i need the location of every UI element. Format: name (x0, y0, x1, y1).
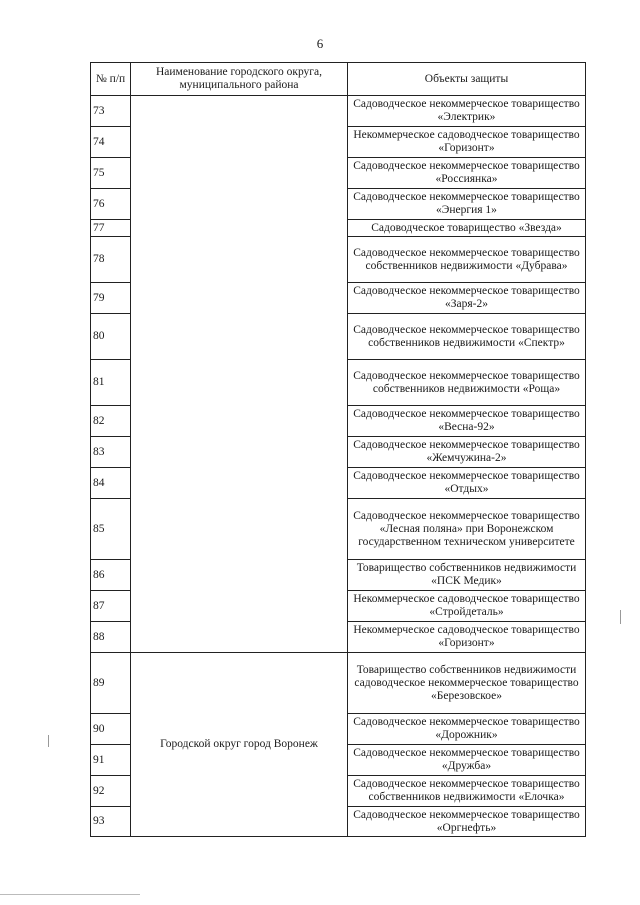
protection-object: Садоводческое некоммерческое товарищество «Оргнефть» (348, 807, 586, 837)
row-number: 79 (91, 283, 131, 314)
protection-object: Садоводческое некоммерческое товарищество «Отдых» (348, 468, 586, 499)
table-row (91, 96, 586, 127)
protection-object: Некоммерческое садоводческое товарищество «Стройдеталь» (348, 591, 586, 622)
row-number: 82 (91, 406, 131, 437)
row-number: 76 (91, 189, 131, 220)
header-district: Наименование городского округа, муниципального района (131, 63, 348, 96)
protection-object: Садоводческое некоммерческое товарищество собственников недвижимости «Роща» (348, 360, 586, 406)
protection-object: Садоводческое некоммерческое товарищество «Электрик» (348, 96, 586, 127)
protection-object: Садоводческое некоммерческое товарищество «Дорожник» (348, 714, 586, 745)
row-number: 75 (91, 158, 131, 189)
table-row (91, 653, 586, 714)
row-number: 86 (91, 560, 131, 591)
protection-object: Товарищество собственников недвижимости садоводческое некоммерческое товарищество «Березовское» (348, 653, 586, 714)
row-number: 80 (91, 314, 131, 360)
district-cell-continued (131, 96, 348, 653)
row-number: 87 (91, 591, 131, 622)
row-number: 90 (91, 714, 131, 745)
district-name: Городской округ город Воронеж (131, 653, 348, 837)
row-number: 91 (91, 745, 131, 776)
protection-object: Садоводческое некоммерческое товарищество «Весна-92» (348, 406, 586, 437)
row-number: 81 (91, 360, 131, 406)
header-objects: Объекты защиты (348, 63, 586, 96)
scan-mark (620, 610, 621, 624)
protection-object: Садоводческое некоммерческое товарищество «Заря-2» (348, 283, 586, 314)
header-num: № п/п (91, 63, 131, 96)
protection-object: Некоммерческое садоводческое товарищество «Горизонт» (348, 622, 586, 653)
row-number: 78 (91, 237, 131, 283)
scan-mark (48, 735, 49, 747)
protection-object: Садоводческое некоммерческое товарищество «Лесная поляна» при Воронежском государственном техническом университете (348, 499, 586, 560)
scan-line (0, 894, 140, 895)
protection-objects-table (90, 62, 586, 837)
row-number: 84 (91, 468, 131, 499)
protection-object: Садоводческое некоммерческое товарищество «Россиянка» (348, 158, 586, 189)
protection-object: Садоводческое некоммерческое товарищество собственников недвижимости «Елочка» (348, 776, 586, 807)
row-number: 74 (91, 127, 131, 158)
protection-object: Садоводческое товарищество «Звезда» (348, 220, 586, 237)
row-number: 73 (91, 96, 131, 127)
protection-object: Садоводческое некоммерческое товарищество «Дружба» (348, 745, 586, 776)
protection-object: Некоммерческое садоводческое товарищество «Горизонт» (348, 127, 586, 158)
row-number: 77 (91, 220, 131, 237)
protection-object: Садоводческое некоммерческое товарищество собственников недвижимости «Дубрава» (348, 237, 586, 283)
page-number: 6 (316, 36, 324, 51)
table-body (91, 96, 586, 837)
protection-object: Садоводческое некоммерческое товарищество «Жемчужина-2» (348, 437, 586, 468)
row-number: 93 (91, 807, 131, 837)
row-number: 85 (91, 499, 131, 560)
row-number: 92 (91, 776, 131, 807)
row-number: 89 (91, 653, 131, 714)
protection-object: Садоводческое некоммерческое товарищество собственников недвижимости «Спектр» (348, 314, 586, 360)
protection-object: Садоводческое некоммерческое товарищество «Энергия 1» (348, 189, 586, 220)
table-header-row (91, 63, 586, 96)
row-number: 83 (91, 437, 131, 468)
protection-object: Товарищество собственников недвижимости «ПСК Медик» (348, 560, 586, 591)
row-number: 88 (91, 622, 131, 653)
